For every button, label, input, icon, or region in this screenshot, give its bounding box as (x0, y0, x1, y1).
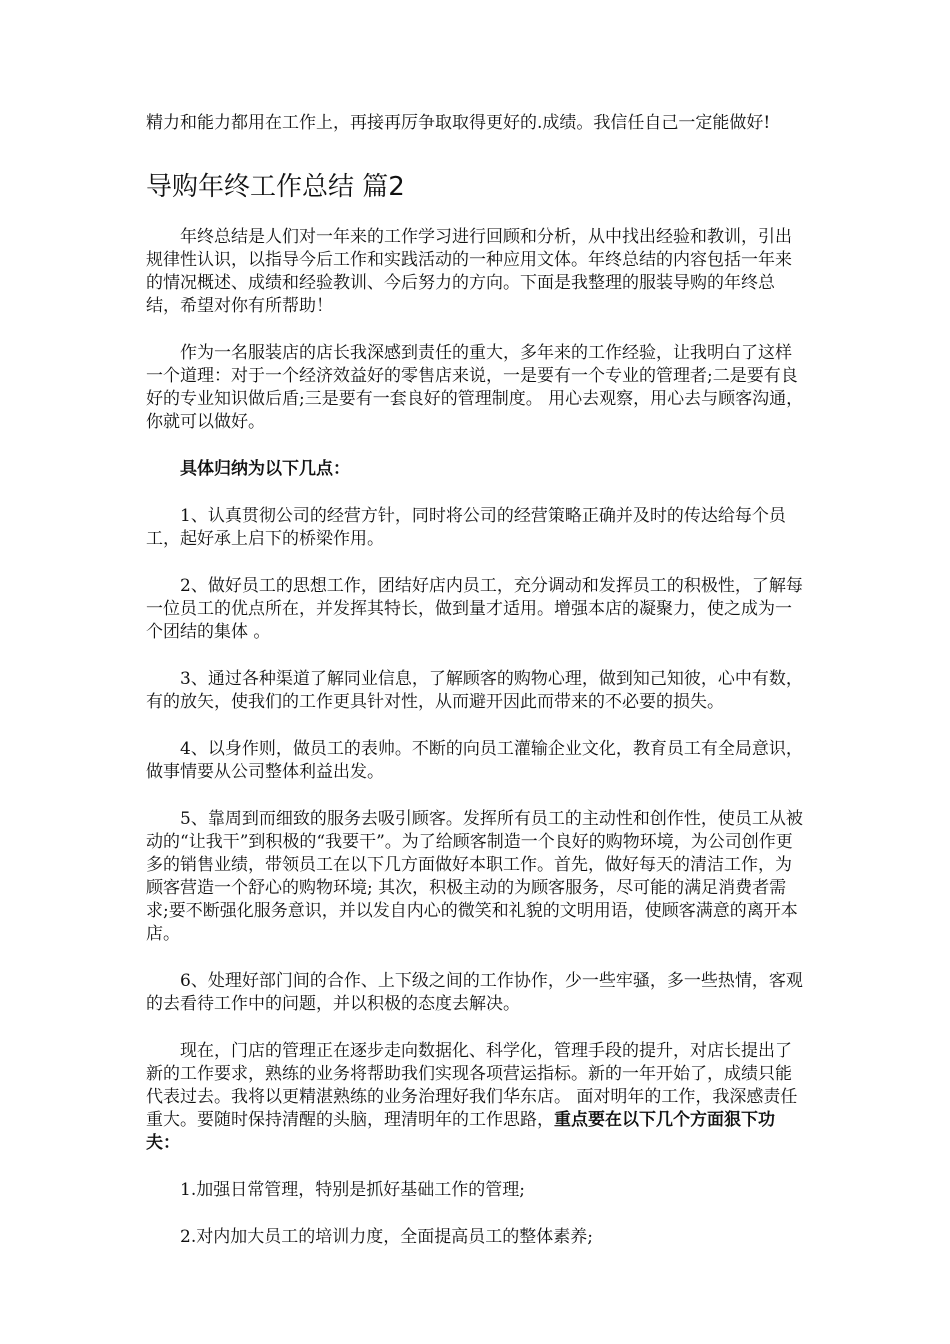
intro-paragraph: 年终总结是人们对一年来的工作学习进行回顾和分析，从中找出经验和教训，引出规律性认识，以指导今后工作和实践活动的一种应用文体。年终总结的内容包括一年来的情况概述、成绩和经验教训、今后努力的方向。下面是我整理的服装导购的年终总结，希望对你有所帮助！ (146, 227, 792, 316)
point-6: 6、处理好部门间的合作、上下级之间的工作协作，少一些牢骚，多一些热情，客观的去看待工作中的问题，并以积极的态度去解决。 (146, 971, 803, 1014)
point-5: 5、靠周到而细致的服务去吸引顾客。发挥所有员工的主动性和创作性，使员工从被动的“让我干”到积极的“我要干”。为了给顾客制造一个良好的购物环境，为公司创作更多的销售业绩，带领员工在以下几方面做好本职工作。首先，做好每天的清洁工作，为顾客营造一个舒心的购物环境; 其次，积极主动的为顾客服务，尽可能的满足消费者需求;要不断强化服务意识，并以发自内心的微笑和礼貌的文明用语，使顾客满意的离开本店。 (146, 809, 803, 944)
point-4: 4、以身作则，做员工的表帅。不断的向员工灌输企业文化，教育员工有全局意识，做事情要从公司整体利益出发。 (146, 739, 803, 782)
point-1: 1、认真贯彻公司的经营方针，同时将公司的经营策略正确并及时的传达给每个员工，起好承上启下的桥梁作用。 (146, 506, 786, 549)
subheading: 具体归纳为以下几点： (180, 459, 350, 479)
body-paragraph-2-text: 现在，门店的管理正在逐步走向数据化、科学化，管理手段的提升，对店长提出了新的工作要求，熟练的业务将帮助我们实现各项营运指标。新的一年开始了，成绩只能代表过去。我将以更精湛熟练的业务治理好我们华东店。 面对明年的工作，我深感责任重大。要随时保持清醒的头脑，理清明年的工作思路， (146, 1041, 798, 1130)
list-item-1: 1.加强日常管理，特别是抓好基础工作的管理; (180, 1180, 525, 1200)
list-item-2: 2.对内加大员工的培训力度，全面提高员工的整体素养; (180, 1227, 593, 1247)
body-paragraph-1: 作为一名服装店的店长我深感到责任的重大，多年来的工作经验，让我明白了这样一个道理：对于一个经济效益好的零售店来说，一是要有一个专业的管理者;二是要有良好的专业知识做后盾;三是要有一套良好的管理制度。 用心去观察，用心去与顾客沟通，你就可以做好。 (146, 343, 804, 432)
document-page (146, 112, 806, 1273)
body-paragraph-2-emphasis: 重点要在以下几个方面狠下功夫： (146, 1110, 775, 1153)
body-paragraph-2 (146, 1040, 806, 1155)
point-2: 2、做好员工的思想工作，团结好店内员工，充分调动和发挥员工的积极性，了解每一位员工的优点所在，并发挥其特长，做到量才适用。增强本店的凝聚力，使之成为一个团结的集体 。 (146, 576, 803, 642)
section-title: 导购年终工作总结 篇2 (146, 172, 405, 202)
continuation-paragraph: 精力和能力都用在工作上，再接再厉争取取得更好的.成绩。我信任自己一定能做好! (146, 113, 771, 133)
point-3: 3、通过各种渠道了解同业信息，了解顾客的购物心理，做到知己知彼，心中有数，有的放矢，使我们的工作更具针对性，从而避开因此而带来的不必要的损失。 (146, 669, 803, 712)
